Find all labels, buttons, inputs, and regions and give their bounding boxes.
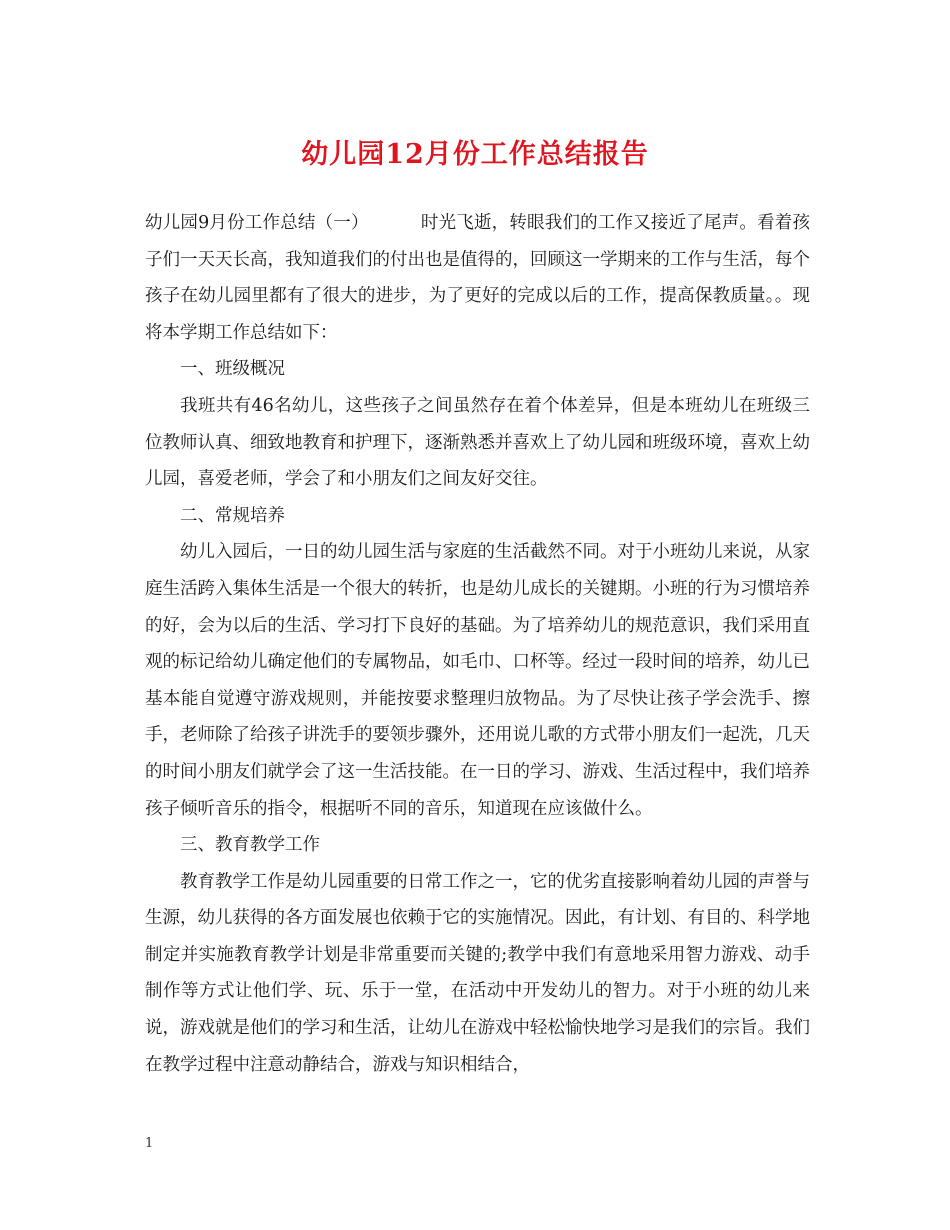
- page-number: 1: [145, 1136, 154, 1151]
- section-heading-1: 一、班级概况: [180, 359, 285, 380]
- document-title: 幼儿园12月份工作总结报告: [301, 139, 649, 170]
- intro-paragraph: [145, 205, 810, 351]
- section-heading-2: 二、常规培养: [180, 505, 285, 526]
- document-body: [145, 205, 810, 1083]
- section-paragraph-3: 教育教学工作是幼儿园重要的日常工作之一，它的优劣直接影响着幼儿园的声誉与生源，幼儿获得的各方面发展也依赖于它的实施情况。因此，有计划、有目的、科学地制定并实施教育教学计划是非常重要而关键的;教学中我们有意地采用智力游戏、动手制作等方式让他们学、玩、乐于一堂，在活动中开发幼儿的智力。对于小班的幼儿来说，游戏就是他们的学习和生活，让幼儿在游戏中轻松愉快地学习是我们的宗旨。我们在教学过程中注意动静结合，游戏与知识相结合，: [145, 871, 810, 1075]
- section-heading-3: 三、教育教学工作: [180, 835, 320, 856]
- intro-text: 时光飞逝，转眼我们的工作又接近了尾声。看着孩子们一天天长高，我知道我们的付出也是值得的，回顾这一学期来的工作与生活，每个孩子在幼儿园里都有了很大的进步，为了更好的完成以后的工作，提高保教质量。。现将本学期工作总结如下：: [145, 213, 810, 343]
- section-paragraph-2: 幼儿入园后，一日的幼儿园生活与家庭的生活截然不同。对于小班幼儿来说，从家庭生活跨入集体生活是一个很大的转折，也是幼儿成长的关键期。小班的行为习惯培养的好，会为以后的生活、学习打下良好的基础。为了培养幼儿的规范意识，我们采用直观的标记给幼儿确定他们的专属物品，如毛巾、口杯等。经过一段时间的培养，幼儿已基本能自觉遵守游戏规则，并能按要求整理归放物品。为了尽快让孩子学会洗手、擦手，老师除了给孩子讲洗手的要领步骤外，还用说儿歌的方式带小朋友们一起洗，几天的时间小朋友们就学会了这一生活技能。在一日的学习、游戏、生活过程中，我们培养孩子倾听音乐的指令，根据听不同的音乐，知道现在应该做什么。: [145, 542, 810, 819]
- intro-heading: 幼儿园9月份工作总结（一）: [145, 213, 369, 233]
- section-paragraph-1: 我班共有46名幼儿，这些孩子之间虽然存在着个体差异，但是本班幼儿在班级三位教师认真、细致地教育和护理下，逐渐熟悉并喜欢上了幼儿园和班级环境，喜欢上幼儿园，喜爱老师，学会了和小朋友们之间友好交往。: [145, 395, 810, 490]
